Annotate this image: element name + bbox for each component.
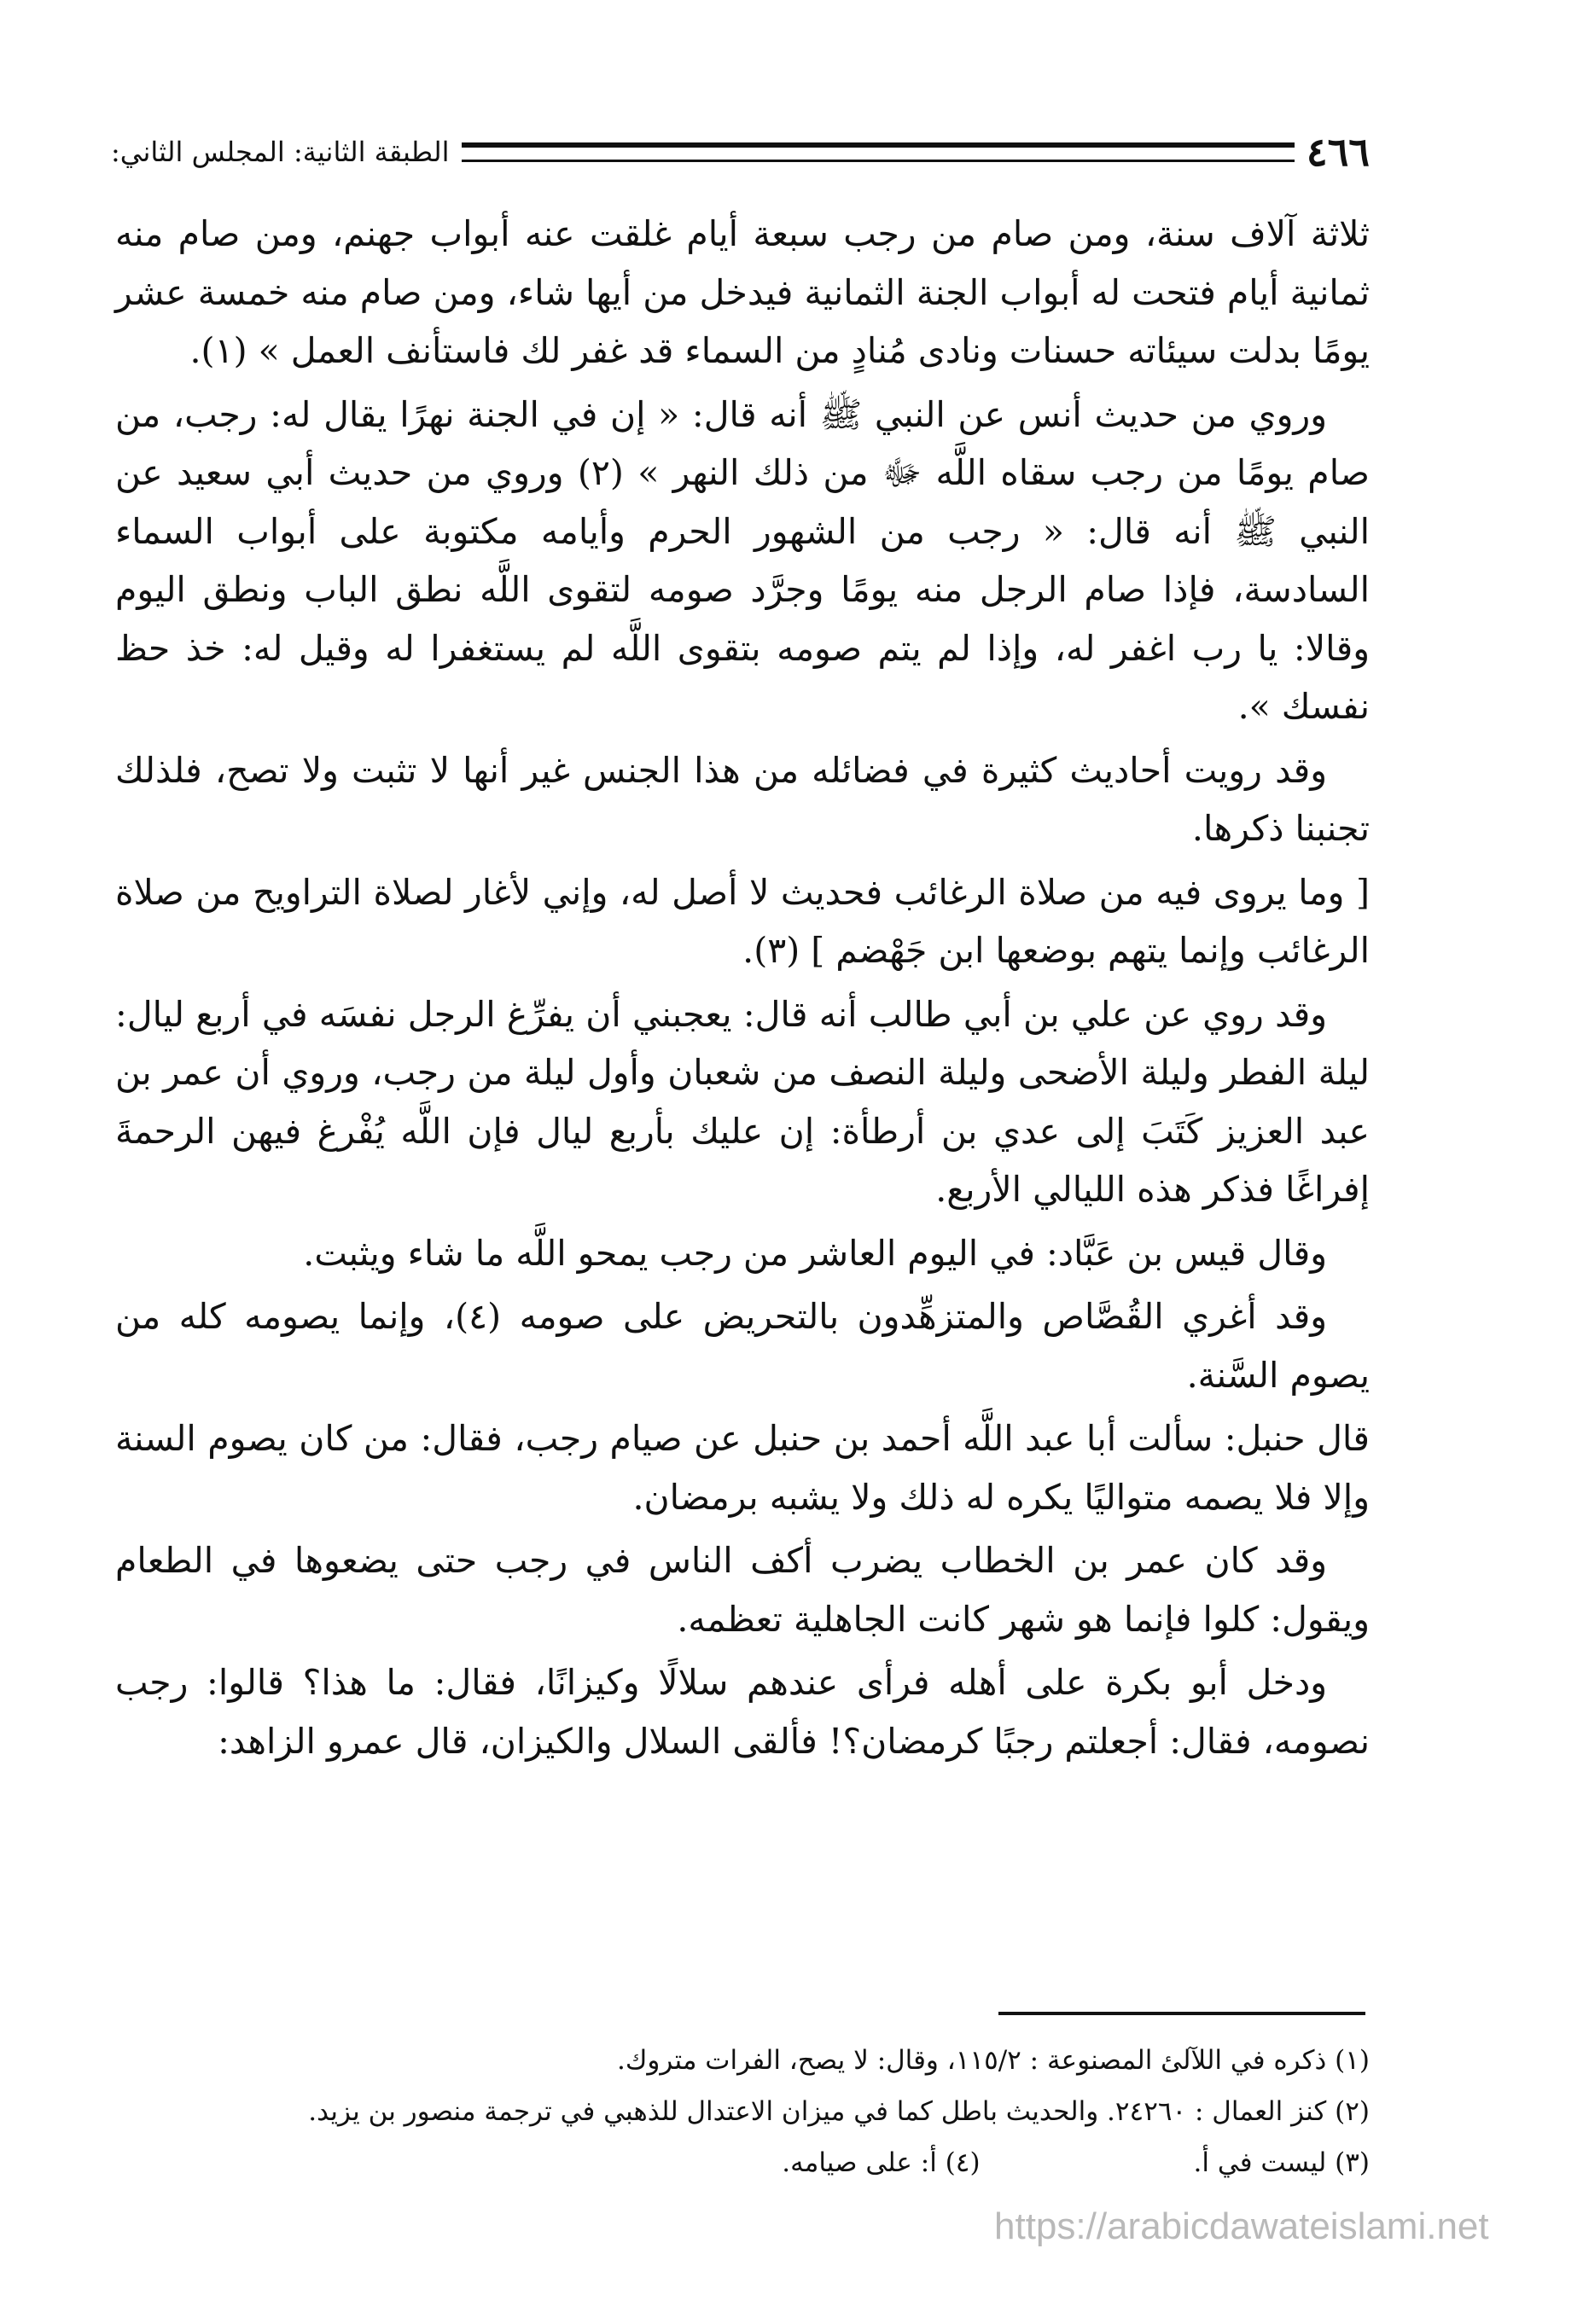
page-number: ٤٦٦ — [1306, 129, 1370, 175]
footnote: (٤) أ: على صيامه. — [782, 2147, 981, 2178]
paragraph: وقد كان عمر بن الخطاب يضرب أكف الناس في رجب حتى يضعوها في الطعام ويقول: كلوا فإنما هو شهر كانت الجاهلية تعظمه. — [115, 1540, 1370, 1640]
running-title: الطبقة الثانية: المجلس الثاني: — [111, 136, 450, 168]
footnotes — [115, 2035, 1370, 2188]
footnote: (٣) ليست في أ. — [1193, 2147, 1370, 2178]
footnote-separator — [998, 2012, 1365, 2015]
paragraph: وروي من حديث أنس عن النبي ﷺ أنه قال: « إن في الجنة نهرًا يقال له: رجب، من صام يومًا من رجب سقاه اللَّه ﷻ من ذلك النهر » (٢) وروي من حديث أبي سعيد عن النبي ﷺ أنه قال: « رجب من الشهور الحرم وأيامه مكتوبة على أبواب السماء السادسة، فإذا صام الرجل منه يومًا وجرَّد صومه لتقوى اللَّه نطق الباب ونطق اليوم وقالا: يا رب اغفر له، وإذا لم يتم صومه بتقوى اللَّه لم يستغفرا له وقيل له: خذ حظ نفسك ». — [115, 393, 1370, 727]
footnote-row — [115, 2137, 1370, 2188]
paragraph: ودخل أبو بكرة على أهله فرأى عندهم سلالًا وكيزانًا، فقال: ما هذا؟ قالوا: رجب نصومه، فقال: أجعلتم رجبًا كرمضان؟! فألقى السلال والكيزان، قال عمرو الزاهد: — [115, 1662, 1370, 1762]
footnote: (١) ذكره في اللآلئ المصنوعة : ١١٥/٢، وقال: لا يصح، الفرات متروك. — [617, 2045, 1370, 2076]
paragraph: وقد رويت أحاديث كثيرة في فضائله من هذا الجنس غير أنها لا تثبت ولا تصح، فلذلك تجنبنا ذكرها. — [115, 749, 1370, 849]
paragraph: وقد روي عن علي بن أبي طالب أنه قال: يعجبني أن يفرِّغ الرجل نفسَه في أربع ليال: ليلة الفطر وليلة الأضحى وليلة النصف من شعبان وأول ليلة من رجب، وروي أن عمر بن عبد العزيز كَتَبَ إلى عدي بن أرطأة: إن عليك بأربع ليال فإن اللَّه يُفْرغ فيهن الرحمةَ إفراغًا فذكر هذه الليالي الأربع. — [115, 993, 1370, 1210]
paragraph: قال حنبل: سألت أبا عبد اللَّه أحمد بن حنبل عن صيام رجب، فقال: من كان يصوم السنة وإلا فلا يصمه متواليًا يكره له ذلك ولا يشبه برمضان. — [115, 1418, 1370, 1518]
footnote: (٢) كنز العمال : ٢٤٢٦٠. والحديث باطل كما في ميزان الاعتدال للذهبي في ترجمة منصور بن يزيد. — [308, 2096, 1370, 2127]
paragraph: [ وما يروى فيه من صلاة الرغائب فحديث لا أصل له، وإني لأغار لصلاة التراويح من صلاة الرغائب وإنما يتهم بوضعها ابن جَهْضم ] (٣). — [115, 871, 1370, 971]
header-rule — [462, 142, 1295, 162]
paragraph: وقال قيس بن عَبَّاد: في اليوم العاشر من رجب يمحو اللَّه ما شاء ويثبت. — [303, 1232, 1327, 1274]
paragraph: ثلاثة آلاف سنة، ومن صام من رجب سبعة أيام غلقت عنه أبواب جهنم، ومن صام منه ثمانية أيام فتحت له أبواب الجنة الثمانية فيدخل من أيها شاء، ومن صام منه خمسة عشر يومًا بدلت سيئاته حسنات ونادى مُنادٍ من السماء قد غفر لك فاستأنف العمل » (١). — [115, 213, 1370, 371]
paragraph: وقد أغري القُصَّاص والمتزهِّدون بالتحريض على صومه (٤)، وإنما يصومه كله من يصوم السَّنة. — [115, 1296, 1370, 1396]
page-header — [111, 126, 1370, 177]
watermark: https://arabicdawateislami.net — [994, 2205, 1489, 2247]
body-text — [115, 205, 1370, 1775]
